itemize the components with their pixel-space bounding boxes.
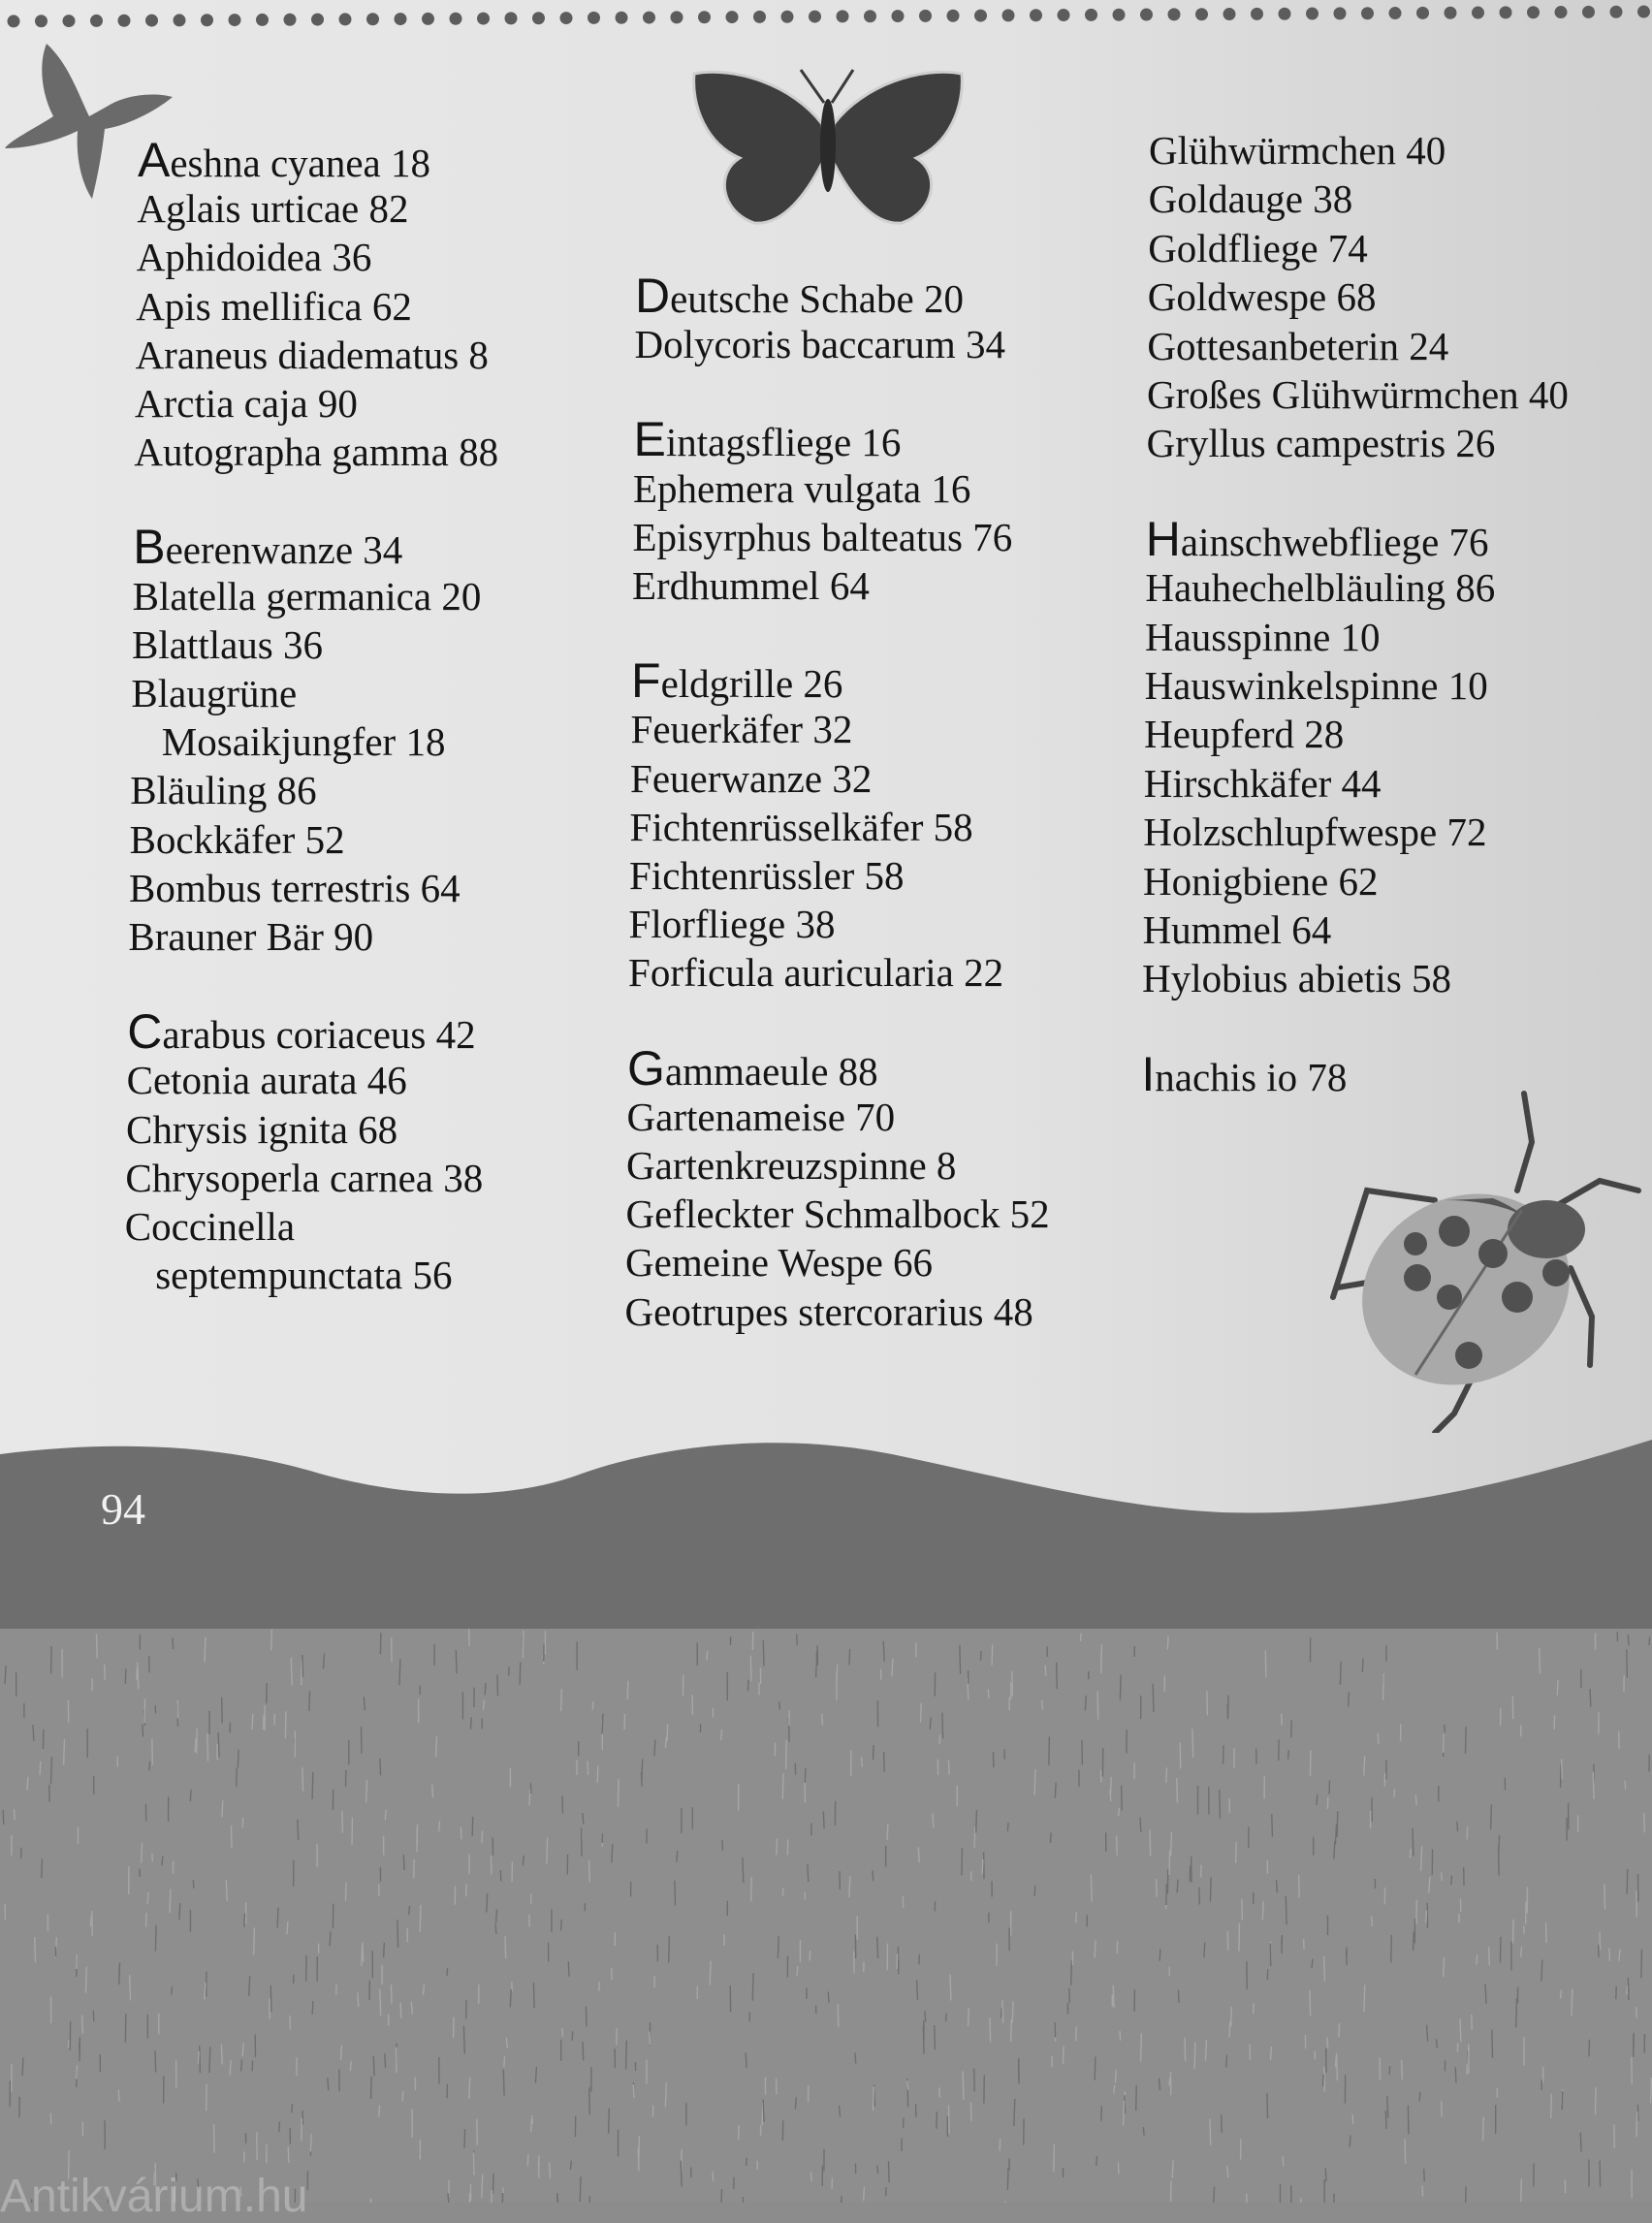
index-entry-text: Hummel 64 bbox=[1143, 907, 1332, 952]
index-entry-text: Honigbiene 62 bbox=[1143, 859, 1379, 904]
index-entry bbox=[130, 766, 316, 814]
index-entry-text: Autographa gamma 88 bbox=[134, 429, 498, 474]
index-entry bbox=[626, 1141, 956, 1190]
index-entry-text: eutsche Schabe 20 bbox=[670, 276, 964, 321]
index-entry bbox=[162, 717, 446, 766]
index-entry-text: Blatella germanica 20 bbox=[133, 574, 482, 619]
index-entry-text: Großes Glühwürmchen 40 bbox=[1147, 372, 1569, 417]
index-entry bbox=[126, 1105, 397, 1154]
index-entry bbox=[127, 1007, 475, 1059]
index-entry-text: Glühwürmchen 40 bbox=[1149, 128, 1446, 173]
index-entry bbox=[137, 184, 408, 233]
section-initial-letter: I bbox=[1141, 1047, 1155, 1101]
index-entry bbox=[632, 561, 870, 610]
index-entry-text: Hirschkäfer 44 bbox=[1144, 761, 1382, 806]
index-entry bbox=[627, 1044, 878, 1096]
index-entry-text: Goldauge 38 bbox=[1149, 176, 1353, 221]
index-entry bbox=[1141, 1050, 1347, 1101]
index-entry bbox=[629, 851, 905, 900]
index-entry bbox=[1144, 759, 1382, 808]
section-initial-letter: H bbox=[1146, 512, 1181, 566]
index-entry-text: Goldfliege 74 bbox=[1148, 226, 1368, 270]
index-entry-text: Feuerwanze 32 bbox=[630, 756, 872, 801]
index-entry bbox=[1147, 370, 1569, 419]
index-entry-text: Brauner Bär 90 bbox=[128, 914, 373, 959]
index-entry-text: Coccinella bbox=[125, 1204, 295, 1249]
index-entry-text: nachis io 78 bbox=[1155, 1055, 1347, 1099]
index-entry-text: arabus coriaceus 42 bbox=[162, 1012, 475, 1057]
index-entry bbox=[626, 1190, 1050, 1238]
index-entry bbox=[634, 415, 902, 466]
butterfly-illustration bbox=[686, 56, 969, 233]
watermark: Antikvárium.hu bbox=[0, 2170, 307, 2223]
index-entry-text: ammaeule 88 bbox=[665, 1049, 878, 1094]
index-entry bbox=[130, 815, 345, 864]
index-entry bbox=[1143, 857, 1379, 905]
index-entry-text: Florfliege 38 bbox=[629, 902, 836, 946]
index-entry-text: Hylobius abietis 58 bbox=[1142, 956, 1451, 1000]
index-entry-text: Hauhechelbläuling 86 bbox=[1145, 565, 1495, 610]
index-entry bbox=[1146, 515, 1489, 566]
index-entry bbox=[630, 803, 973, 851]
ladybug-illustration bbox=[1309, 1084, 1642, 1433]
section-initial-letter: G bbox=[627, 1041, 665, 1096]
index-entry bbox=[125, 1154, 483, 1202]
index-entry-text: eldgrille 26 bbox=[661, 661, 843, 706]
index-entry bbox=[1143, 905, 1332, 954]
index-entry bbox=[1145, 613, 1381, 661]
index-entry-text: Gartenameise 70 bbox=[627, 1095, 896, 1139]
index-entry-text: Bombus terrestris 64 bbox=[129, 866, 461, 910]
index-entry-text: eshna cyanea 18 bbox=[170, 141, 430, 185]
index-entry-text: Feuerkäfer 32 bbox=[631, 707, 853, 751]
index-entry-text: Goldwespe 68 bbox=[1148, 274, 1377, 319]
section-initial-letter: C bbox=[127, 1004, 162, 1059]
index-entry bbox=[128, 912, 373, 961]
index-entry bbox=[634, 320, 1005, 368]
index-entry bbox=[630, 754, 872, 803]
index-entry bbox=[631, 656, 842, 708]
wave-footer-band bbox=[0, 1415, 1652, 1629]
table-surface bbox=[0, 1629, 1652, 2203]
index-entry-text: Forficula auricularia 22 bbox=[628, 950, 1003, 995]
index-entry-text: ainschwebfliege 76 bbox=[1181, 520, 1489, 564]
index-entry-text: Episyrphus balteatus 76 bbox=[633, 515, 1013, 559]
index-entry bbox=[1144, 710, 1344, 758]
index-entry bbox=[625, 1287, 1033, 1336]
section-initial-letter: B bbox=[133, 520, 165, 574]
index-entry bbox=[633, 464, 970, 513]
index-entry-text: Gottesanbeterin 24 bbox=[1147, 324, 1448, 368]
index-entry-text: eerenwanze 34 bbox=[166, 527, 403, 572]
index-entry bbox=[1142, 954, 1451, 1002]
index-entry bbox=[1148, 272, 1377, 321]
index-entry bbox=[129, 864, 461, 912]
index-entry bbox=[1148, 224, 1368, 272]
index-entry bbox=[629, 900, 836, 948]
index-entry-text: Bläuling 86 bbox=[130, 768, 316, 812]
index-entry-text: Fichtenrüsselkäfer 58 bbox=[630, 805, 973, 849]
index-entry bbox=[1149, 126, 1446, 175]
index-entry bbox=[135, 379, 358, 428]
index-entry bbox=[132, 620, 323, 669]
index-entry bbox=[136, 331, 489, 379]
index-entry-text: Holzschlupfwespe 72 bbox=[1143, 810, 1486, 854]
index-entry bbox=[125, 1202, 295, 1251]
index-entry bbox=[631, 705, 853, 753]
index-entry-text: Gryllus campestris 26 bbox=[1147, 421, 1496, 465]
index-entry-text: Ephemera vulgata 16 bbox=[633, 466, 970, 511]
index-entry-text: Mosaikjungfer 18 bbox=[162, 719, 446, 764]
index-entry-text: Arctia caja 90 bbox=[135, 381, 358, 426]
index-entry bbox=[1147, 322, 1448, 370]
index-entry-text: Hauswinkelspinne 10 bbox=[1145, 663, 1488, 708]
index-entry-text: Aglais urticae 82 bbox=[137, 186, 408, 231]
index-entry-text: Chrysis ignita 68 bbox=[126, 1107, 397, 1152]
index-entry bbox=[131, 669, 297, 717]
index-entry-text: Gemeine Wespe 66 bbox=[625, 1240, 933, 1285]
index-entry bbox=[1143, 808, 1486, 856]
index-entry bbox=[635, 271, 964, 323]
index-entry-text: Hausspinne 10 bbox=[1145, 615, 1381, 659]
index-entry-text: Geotrupes stercorarius 48 bbox=[625, 1289, 1033, 1334]
section-initial-letter: D bbox=[635, 269, 670, 323]
index-entry-text: Gefleckter Schmalbock 52 bbox=[626, 1191, 1050, 1236]
index-entry bbox=[133, 572, 482, 620]
index-entry bbox=[155, 1251, 452, 1299]
index-entry-text: Fichtenrüssler 58 bbox=[629, 853, 905, 898]
index-entry bbox=[1145, 563, 1495, 612]
index-entry-text: Aphidoidea 36 bbox=[137, 235, 372, 279]
index-entry-text: Blaugrüne bbox=[131, 671, 297, 715]
index-entry bbox=[1145, 661, 1488, 710]
index-entry-text: Bockkäfer 52 bbox=[130, 817, 345, 862]
index-entry bbox=[628, 948, 1003, 997]
index-entry bbox=[127, 1056, 407, 1104]
index-entry bbox=[134, 428, 498, 476]
index-entry bbox=[625, 1238, 933, 1286]
index-entry-text: Cetonia aurata 46 bbox=[127, 1058, 407, 1102]
index-entry-text: Chrysoperla carnea 38 bbox=[125, 1156, 483, 1200]
index-entry bbox=[136, 282, 412, 331]
index-entry-text: septempunctata 56 bbox=[155, 1253, 452, 1297]
section-initial-letter: F bbox=[631, 653, 661, 708]
page-number: 94 bbox=[101, 1483, 145, 1535]
index-entry-text: Erdhummel 64 bbox=[632, 563, 870, 608]
index-entry bbox=[137, 233, 372, 281]
index-entry bbox=[633, 513, 1013, 561]
index-entry-text: Blattlaus 36 bbox=[132, 622, 323, 667]
index-entry bbox=[138, 136, 430, 187]
index-entry-text: Gartenkreuzspinne 8 bbox=[626, 1143, 956, 1188]
section-initial-letter: E bbox=[634, 412, 666, 466]
index-entry-text: intagsfliege 16 bbox=[666, 420, 902, 464]
index-entry-text: Apis mellifica 62 bbox=[136, 284, 412, 329]
index-entry bbox=[627, 1093, 896, 1141]
index-entry-text: Araneus diadematus 8 bbox=[136, 333, 489, 377]
index-entry bbox=[133, 523, 402, 574]
wood-grain-texture bbox=[0, 1629, 1652, 2203]
index-entry bbox=[1147, 419, 1496, 467]
index-entry-text: Heupferd 28 bbox=[1144, 712, 1344, 756]
index-entry bbox=[1149, 175, 1353, 223]
index-entry-text: Dolycoris baccarum 34 bbox=[634, 322, 1005, 366]
section-initial-letter: A bbox=[138, 133, 170, 187]
spiral-binding-dots bbox=[0, 0, 1652, 39]
